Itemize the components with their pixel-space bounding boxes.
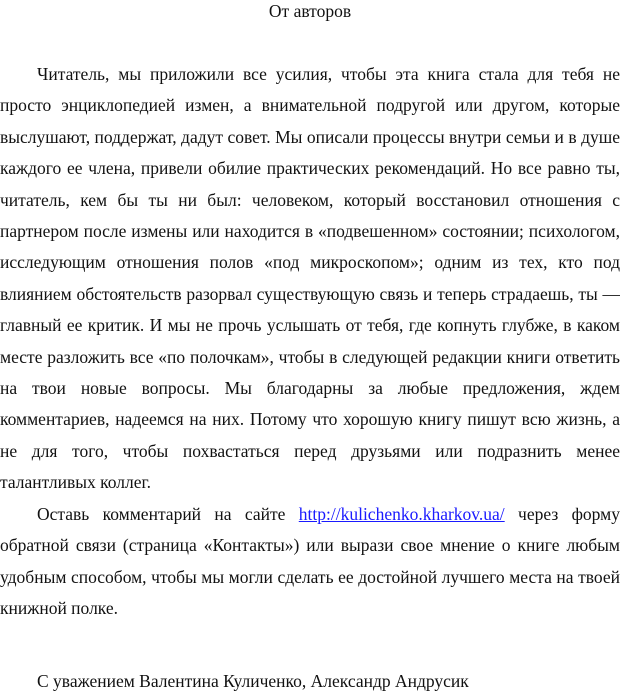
page-title: От авторов [268, 1, 352, 21]
paragraph-intro: Читатель, мы приложили все усилия, чтобы эта книга стала для тебя не просто энциклопедией измен, а внимательной подругой или другом, которые выслушают, поддержат, дадут совет. Мы описали процессы внутри семьи и в душе каждого ее члена, привели обилие практических рекомендаций. Но все равно ты, читатель, кем бы ты ни был: человеком, который восстановил отношения с партнером после измены или находится в «подвешенном» состоянии; психологом, исследующим отношения полов «под микроскопом»; одним из тех, кто под влиянием обстоятельств разорвал существующую связь и теперь страдаешь, ты — главный ее критик. И мы не прочь услышать от тебя, где копнуть глубже, в каком месте разложить все «по полочкам», чтобы в следующей редакции книги ответить на твои новые вопросы. Мы благодарны за любые предложения, ждем комментариев, надеемся на них. Потому что хорошую книгу пишут всю жизнь, а не для того, чтобы похвастаться перед друзьями или подразнить менее талантливых коллег. [0, 64, 620, 493]
signature: С уважением Валентина Куличенко, Александр Андрусик [37, 671, 469, 691]
paragraph-feedback [0, 499, 620, 625]
website-link[interactable]: http://kulichenko.kharkov.ua/ [298, 503, 505, 524]
paragraph-feedback-lead: Оставь комментарий на сайте [37, 503, 299, 524]
paragraph-feedback-rest: через форму обратной связи (страница «Контакты») или вырази свое мнение о книге любым удобным способом, чтобы мы могли сделать ее достойной лучшего места на твоей книжной полке. [0, 503, 620, 618]
document-body [0, 59, 620, 624]
